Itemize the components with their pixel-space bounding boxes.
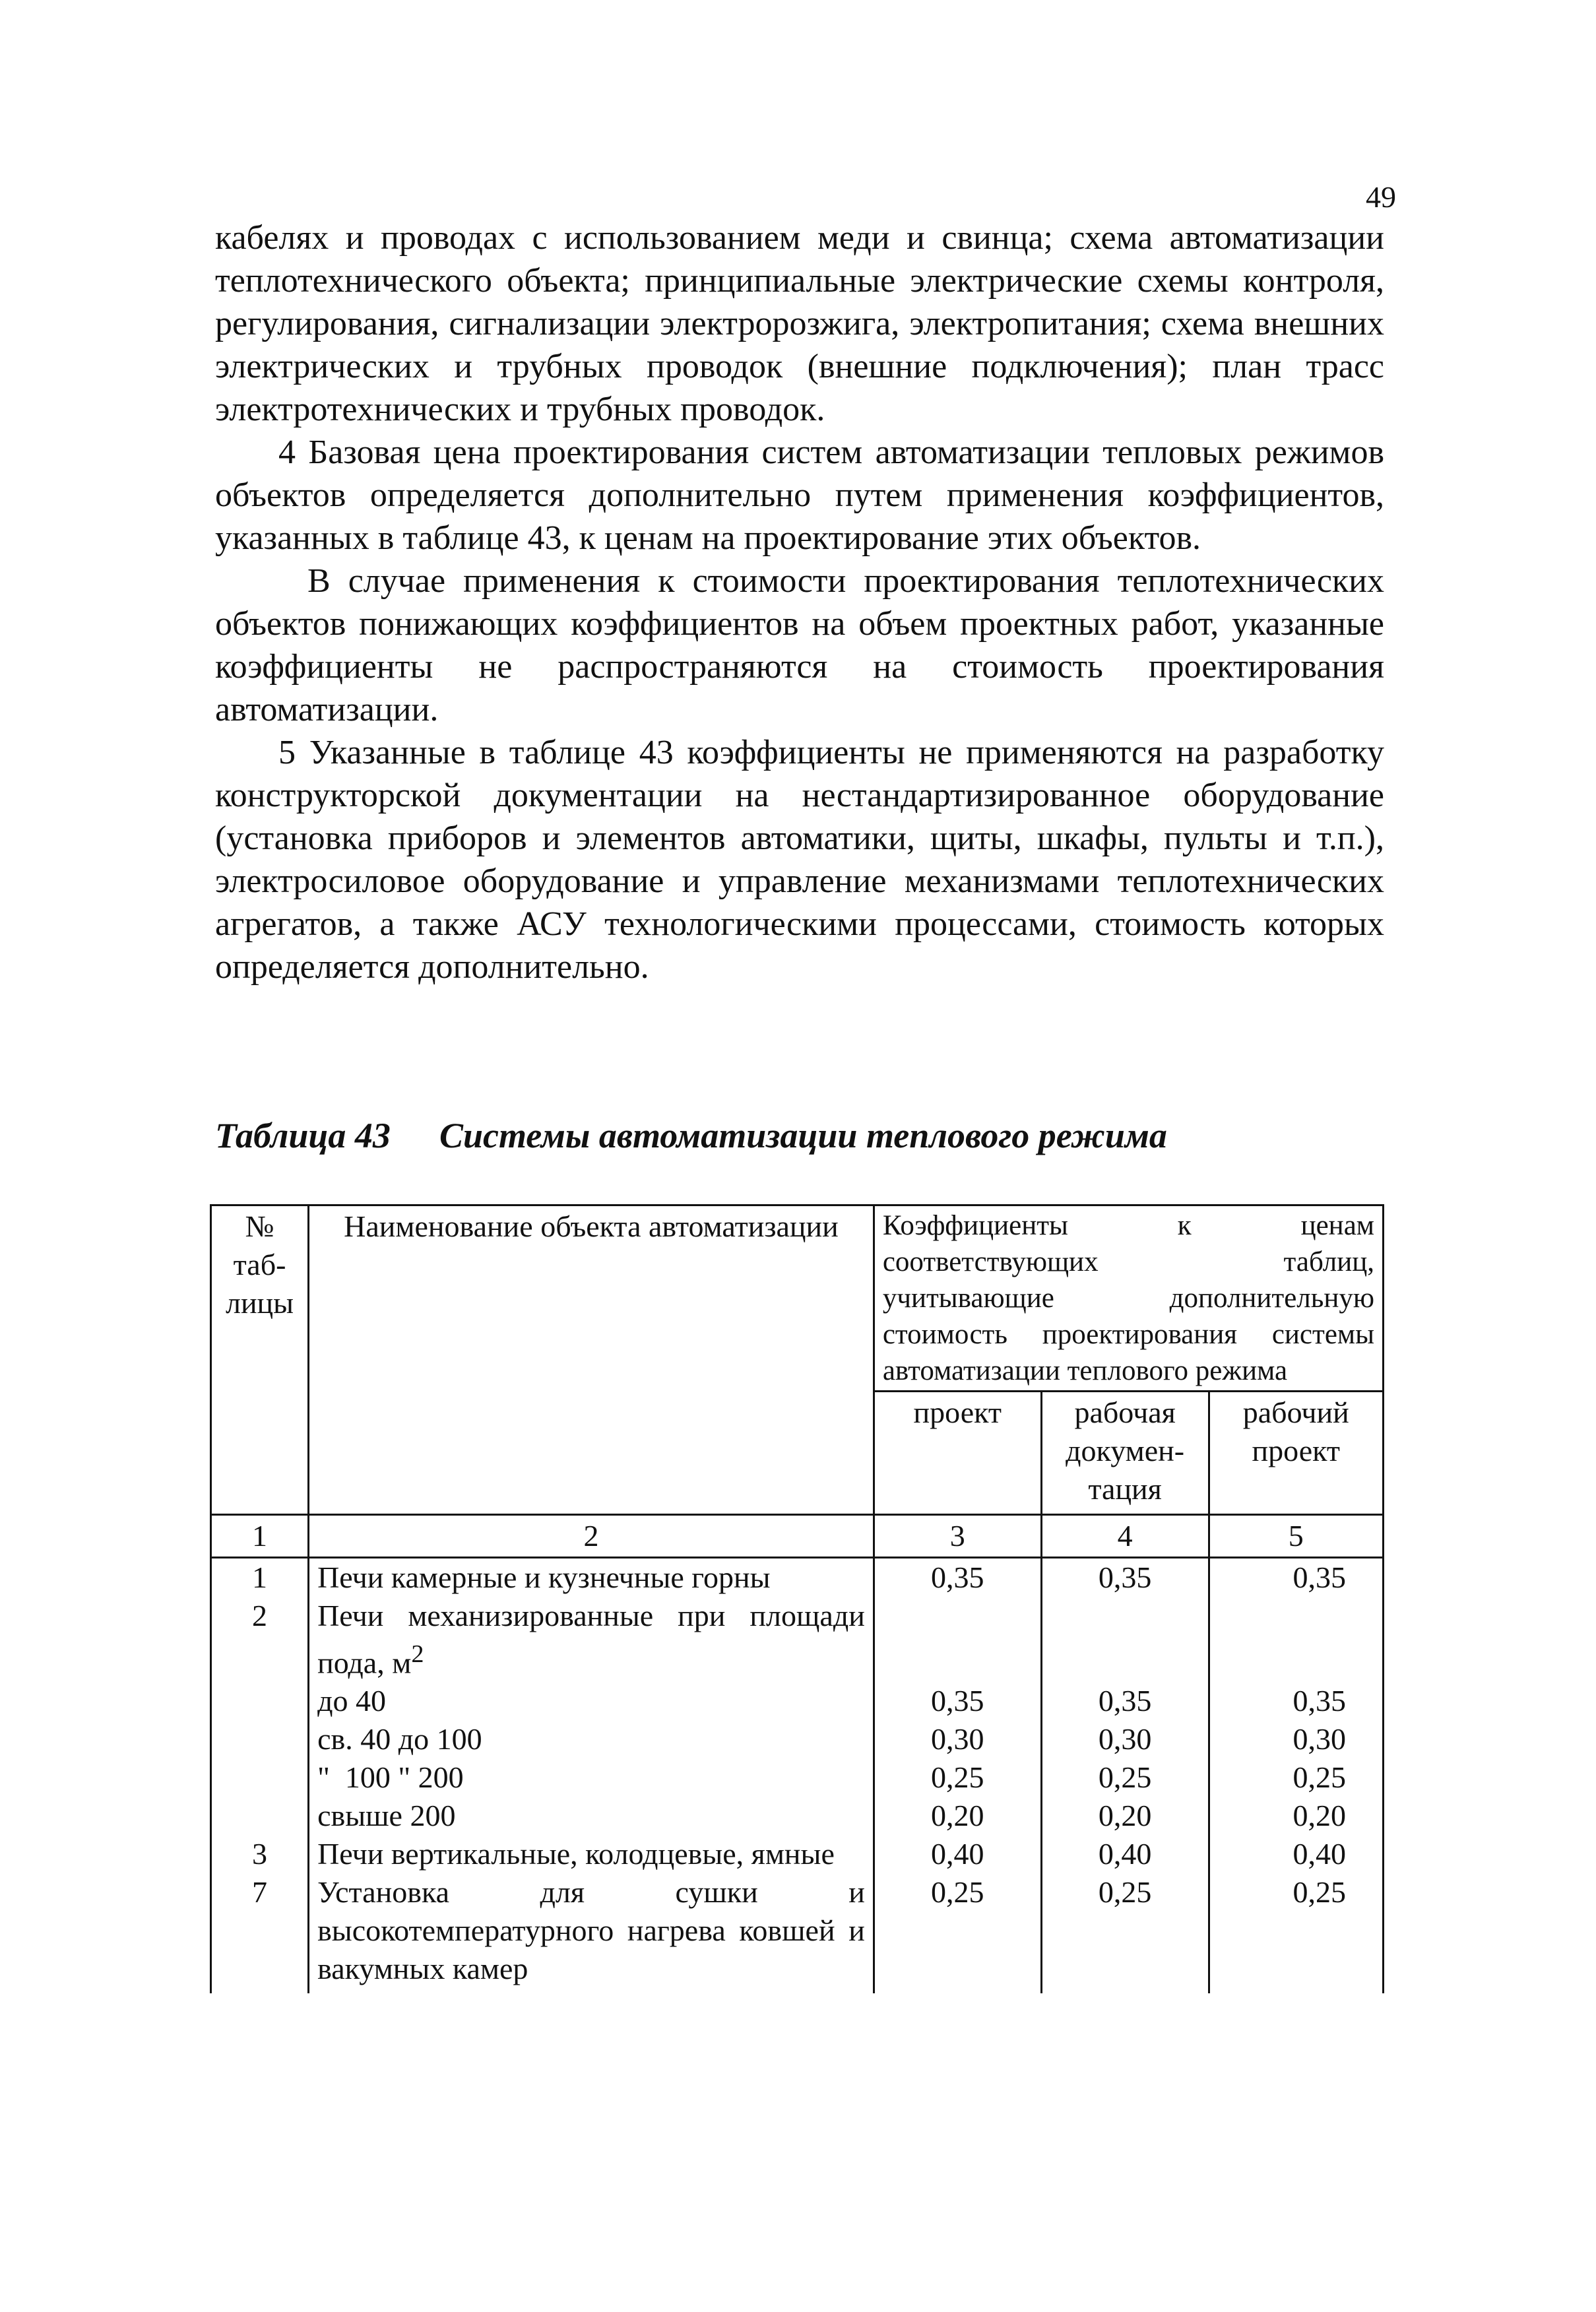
row-name: " 100 " 200 xyxy=(309,1758,874,1797)
header-coefficients: Коэффициенты к ценам соответствующих таблиц, учитывающие дополнительную стоимость проектирования системы автоматизации теплового режима xyxy=(874,1205,1383,1392)
row-number xyxy=(211,1682,309,1720)
value-working-docs: 0,40 xyxy=(1041,1835,1209,1873)
row-name: свыше 200 xyxy=(309,1797,874,1835)
row-name: Установка для сушки и высокотемпературного нагрева ковшей и вакумных камер xyxy=(309,1873,874,1993)
value-working-project: 0,20 xyxy=(1209,1797,1383,1835)
value-working-project xyxy=(1209,1597,1383,1682)
table-title: Системы автоматизации теплового режима xyxy=(439,1116,1167,1155)
table-row xyxy=(211,1597,1384,1682)
value-project: 0,25 xyxy=(874,1873,1041,1993)
table-label: Таблица 43 xyxy=(215,1116,391,1155)
header-table-number: № таб-лицы xyxy=(211,1205,309,1515)
value-working-project: 0,25 xyxy=(1209,1873,1383,1993)
value-project: 0,20 xyxy=(874,1797,1041,1835)
table-header-row xyxy=(211,1205,1384,1392)
value-working-docs: 0,20 xyxy=(1041,1797,1209,1835)
value-working-docs: 0,30 xyxy=(1041,1720,1209,1758)
column-number: 4 xyxy=(1041,1515,1209,1558)
row-name: до 40 xyxy=(309,1682,874,1720)
row-number xyxy=(211,1797,309,1835)
paragraph: 4 Базовая цена проектирования систем автоматизации тепловых режимов объектов определяется дополнительно путем применения коэффициентов, указанных в таблице 43, к ценам на проектирование этих объектов. xyxy=(215,434,1384,557)
value-working-docs: 0,35 xyxy=(1041,1558,1209,1597)
table-row xyxy=(211,1720,1384,1758)
value-project: 0,25 xyxy=(874,1758,1041,1797)
paragraph: В случае применения к стоимости проектирования теплотехнических объектов понижающих коэффициентов на объем проектных работ, указанные коэффициенты не распространяются на стоимость проектирования автоматизации. xyxy=(215,562,1384,728)
value-working-project: 0,25 xyxy=(1209,1758,1383,1797)
row-number xyxy=(211,1758,309,1797)
value-working-project: 0,35 xyxy=(1209,1682,1383,1720)
table-row xyxy=(211,1797,1384,1835)
value-working-docs: 0,25 xyxy=(1041,1873,1209,1993)
coefficients-table xyxy=(210,1204,1384,1993)
row-number: 7 xyxy=(211,1873,309,1993)
column-number: 1 xyxy=(211,1515,309,1558)
row-number: 2 xyxy=(211,1597,309,1682)
value-project: 0,35 xyxy=(874,1682,1041,1720)
row-number xyxy=(211,1720,309,1758)
header-working-docs: рабочая докумен-тация xyxy=(1041,1392,1209,1515)
row-number: 3 xyxy=(211,1835,309,1873)
column-number: 3 xyxy=(874,1515,1041,1558)
header-project: проект xyxy=(874,1392,1041,1515)
row-name: Печи вертикальные, колодцевые, ямные xyxy=(309,1835,874,1873)
superscript: 2 xyxy=(411,1640,424,1668)
row-name xyxy=(309,1597,874,1682)
value-project: 0,40 xyxy=(874,1835,1041,1873)
header-object-name: Наименование объекта автоматизации xyxy=(309,1205,874,1515)
table-row xyxy=(211,1835,1384,1873)
value-working-docs: 0,35 xyxy=(1041,1682,1209,1720)
row-name-text: Печи механизированные при площади пода, м xyxy=(317,1599,865,1680)
value-working-project: 0,40 xyxy=(1209,1835,1383,1873)
row-number: 1 xyxy=(211,1558,309,1597)
row-name: св. 40 до 100 xyxy=(309,1720,874,1758)
table-row xyxy=(211,1873,1384,1993)
value-project xyxy=(874,1597,1041,1682)
table-row xyxy=(211,1682,1384,1720)
value-working-docs xyxy=(1041,1597,1209,1682)
table-row xyxy=(211,1758,1384,1797)
value-project: 0,30 xyxy=(874,1720,1041,1758)
table-row xyxy=(211,1558,1384,1597)
value-working-docs: 0,25 xyxy=(1041,1758,1209,1797)
column-number-row xyxy=(211,1515,1384,1558)
header-working-project: рабочий проект xyxy=(1209,1392,1383,1515)
body-text xyxy=(215,216,1384,988)
value-project: 0,35 xyxy=(874,1558,1041,1597)
column-number: 2 xyxy=(309,1515,874,1558)
row-name: Печи камерные и кузнечные горны xyxy=(309,1558,874,1597)
page-number: 49 xyxy=(1366,180,1396,214)
table-caption xyxy=(215,1115,1167,1156)
column-number: 5 xyxy=(1209,1515,1383,1558)
paragraph: 5 Указанные в таблице 43 коэффициенты не применяются на разработку конструкторской документации на нестандартизированное оборудование (установка приборов и элементов автоматики, щиты, шкафы, пульты и т.п.), электросиловое оборудование и управление механизмами теплотехнических агрегатов, а также АСУ технологическими процессами, стоимость которых определяется дополнительно. xyxy=(215,734,1384,986)
paragraph: кабелях и проводах с использованием меди и свинца; схема автоматизации теплотехнического объекта; принципиальные электрические схемы контроля, регулирования, сигнализации электророзжига, электропитания; схема внешних электрических и трубных проводок (внешние подключения); план трасс электротехнических и трубных проводок. xyxy=(215,219,1384,428)
value-working-project: 0,35 xyxy=(1209,1558,1383,1597)
value-working-project: 0,30 xyxy=(1209,1720,1383,1758)
